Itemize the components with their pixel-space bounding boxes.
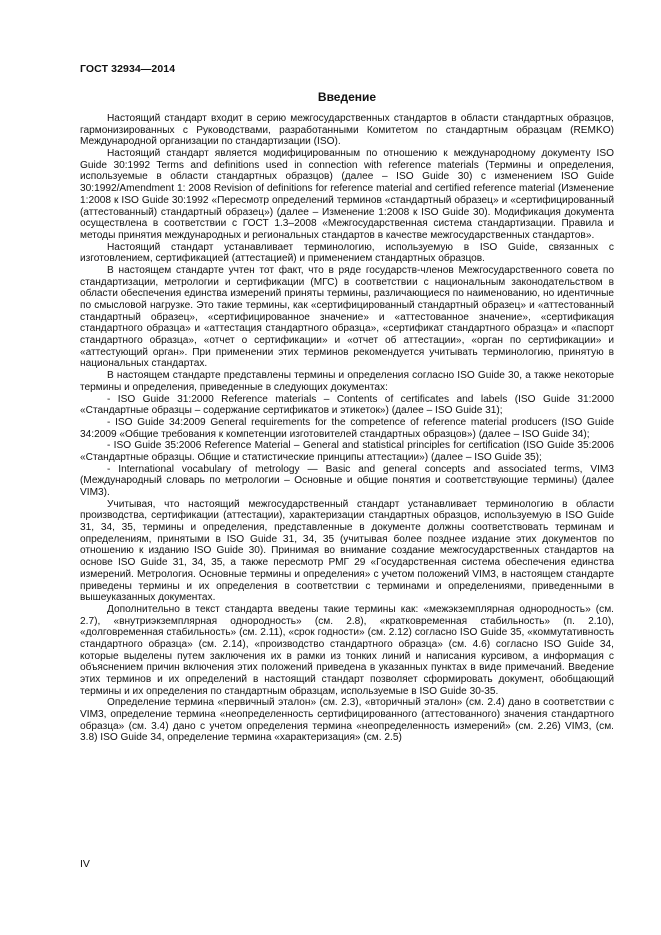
- paragraph: Настоящий стандарт входит в серию межгосударственных стандартов в области стандартных образцов, гармонизированных с Руководствами, разработанными Комитетом по стандартным образцам (REMKO) Международной организации по стандартизации (ISO).: [80, 113, 614, 148]
- list-item: - ISO Guide 31:2000 Reference materials – Contents of certificates and labels (ISO Guide 31:2000 «Стандартные образцы – содержание сертификатов и этикеток») (далее – ISO Guide 31);: [80, 393, 614, 417]
- body-text: [80, 113, 614, 744]
- page-number: IV: [80, 858, 90, 870]
- paragraph: Определение термина «первичный эталон» (см. 2.3), «вторичный эталон» (см. 2.4) дано в соответствии с VIM3, определение термина «неопределенность сертифицированного (аттестованного) значения стандартного образца» (см. 3.4) дано с учетом определения термина «неопределенность измерений» (см. 2.26) VIM3, (см. 3.8) ISO Guide 34, определение термина «характеризация» (см. 2.5): [80, 697, 614, 744]
- paragraph: В настоящем стандарте учтен тот факт, что в ряде государств-членов Межгосударственного совета по стандартизации, метрологии и сертификации (МГС) в соответствии с национальным законодательством в области обеспечения единства измерений приняты термины, различающиеся по наименованию, но идентичные по смысловой нагрузке. Это такие термины, как «сертифицированный стандартный образец» и «аттестованный стандартный образец», «сертифицированное значение» и «аттестованное значение», «сертификация стандартного образца» и «аттестация стандартного образца», «сертификат стандартного образца» и «паспорт стандартного образца», «отчет о сертификации» и «отчет об аттестации», «орган по сертификации» и «аттестующий орган». При применении этих терминов рекомендуется учитывать терминологию, принятую в национальных стандартах.: [80, 264, 614, 370]
- document-code-header: ГОСТ 32934—2014: [80, 63, 176, 75]
- paragraph: Настоящий стандарт устанавливает терминологию, используемую в ISO Guide, связанных с изготовлением, сертификацией (аттестацией) и применением стандартных образцов.: [80, 241, 614, 265]
- paragraph: В настоящем стандарте представлены термины и определения согласно ISO Guide 30, а также некоторые термины и определения, приведенные в следующих документах:: [80, 370, 614, 393]
- list-item: - ISO Guide 35:2006 Reference Material – General and statistical principles for certification (ISO Guide 35:2006 «Стандартные образцы. Общие и статистические принципы аттестации») (далее – ISO Guide 35);: [80, 440, 614, 463]
- paragraph: Дополнительно в текст стандарта введены такие термины как: «межэкземплярная однородность» (см. 2.7), «внутриэкземплярная однородность» (см. 2.8), «кратковременная стабильность» (п. 2.10), «долговременная стабильность» (см. 2.11), «срок годности» (см. 2.12) согласно ISO Guide 35, «коммутативность стандартного образца» (см. 2.14), «производство стандартного образца» (см. 4.6) согласно ISO Guide 34, которые выделены путем заключения их в рамки из тонких линий и написания курсивом, а информация с объяснением причин включения этих положений приведена в указанных пунктах в виде примечаний. Введение этих терминов и их определений в настоящий стандарт позволяет сформировать документ, обобщающий термины и их определения по стандартным образцам, используемые в ISO Guide 30-35.: [80, 603, 614, 697]
- section-heading: Введение: [317, 90, 377, 104]
- list-item: - International vocabulary of metrology — Basic and general concepts and associated terms, VIM3 (Международный словарь по метрологии – Основные и общие понятия и соответствующие термины) (далее VIM3).: [80, 463, 614, 498]
- paragraph: Учитывая, что настоящий межгосударственный стандарт устанавливает терминологию в области производства, сертификации (аттестации), характеризации стандартных образцов, используемую в ISO Guide 31, 34, 35, термины и определения, представленные в документе должны соответствовать терминам и определениям, принятыми в ISO Guide 31, 34, 35 (учитывая более позднее издание этих документов по отношению к изданию ISO Guide 30). Принимая во внимание создание межгосударственных стандартов на основе ISO Guide 31, 34, 35, а также пересмотр РМГ 29 «Государственная система обеспечения единства измерений. Метрология. Основные термины и определения» с учетом положений VIM3, в настоящем стандарте приведены термины и их определения в соответствии с терминами и определениями, приведенными в вышеуказанных документах.: [80, 498, 614, 604]
- list-item: - ISO Guide 34:2009 General requirements for the competence of reference material producers (ISO Guide 34:2009 «Общие требования к компетенции изготовителей стандартных образцов») (далее – ISO Guide 34);: [80, 416, 614, 440]
- paragraph: Настоящий стандарт является модифицированным по отношению к международному документу ISO Guide 30:1992 Terms and definitions used in connection with reference materials (Термины и определения, используемые в области стандартных образцов) (далее – ISO Guide 30) с изменением ISO Guide 30:1992/Amendment 1: 2008 Revision of definitions for reference material and certified reference material (Изменение 1:2008 к ISO Guide 30:1992 «Пересмотр определений терминов «стандартный образец» и «сертифицированный (аттестованный) стандартный образец») (далее – Изменение 1:2008 к ISO Guide 30). Модификация документа осуществлена в соответствии с ГОСТ 1.3–2008 «Межгосударственная система стандартизации. Правила и методы принятия международных и региональных стандартов в качестве межгосударственных стандартов».: [80, 148, 614, 241]
